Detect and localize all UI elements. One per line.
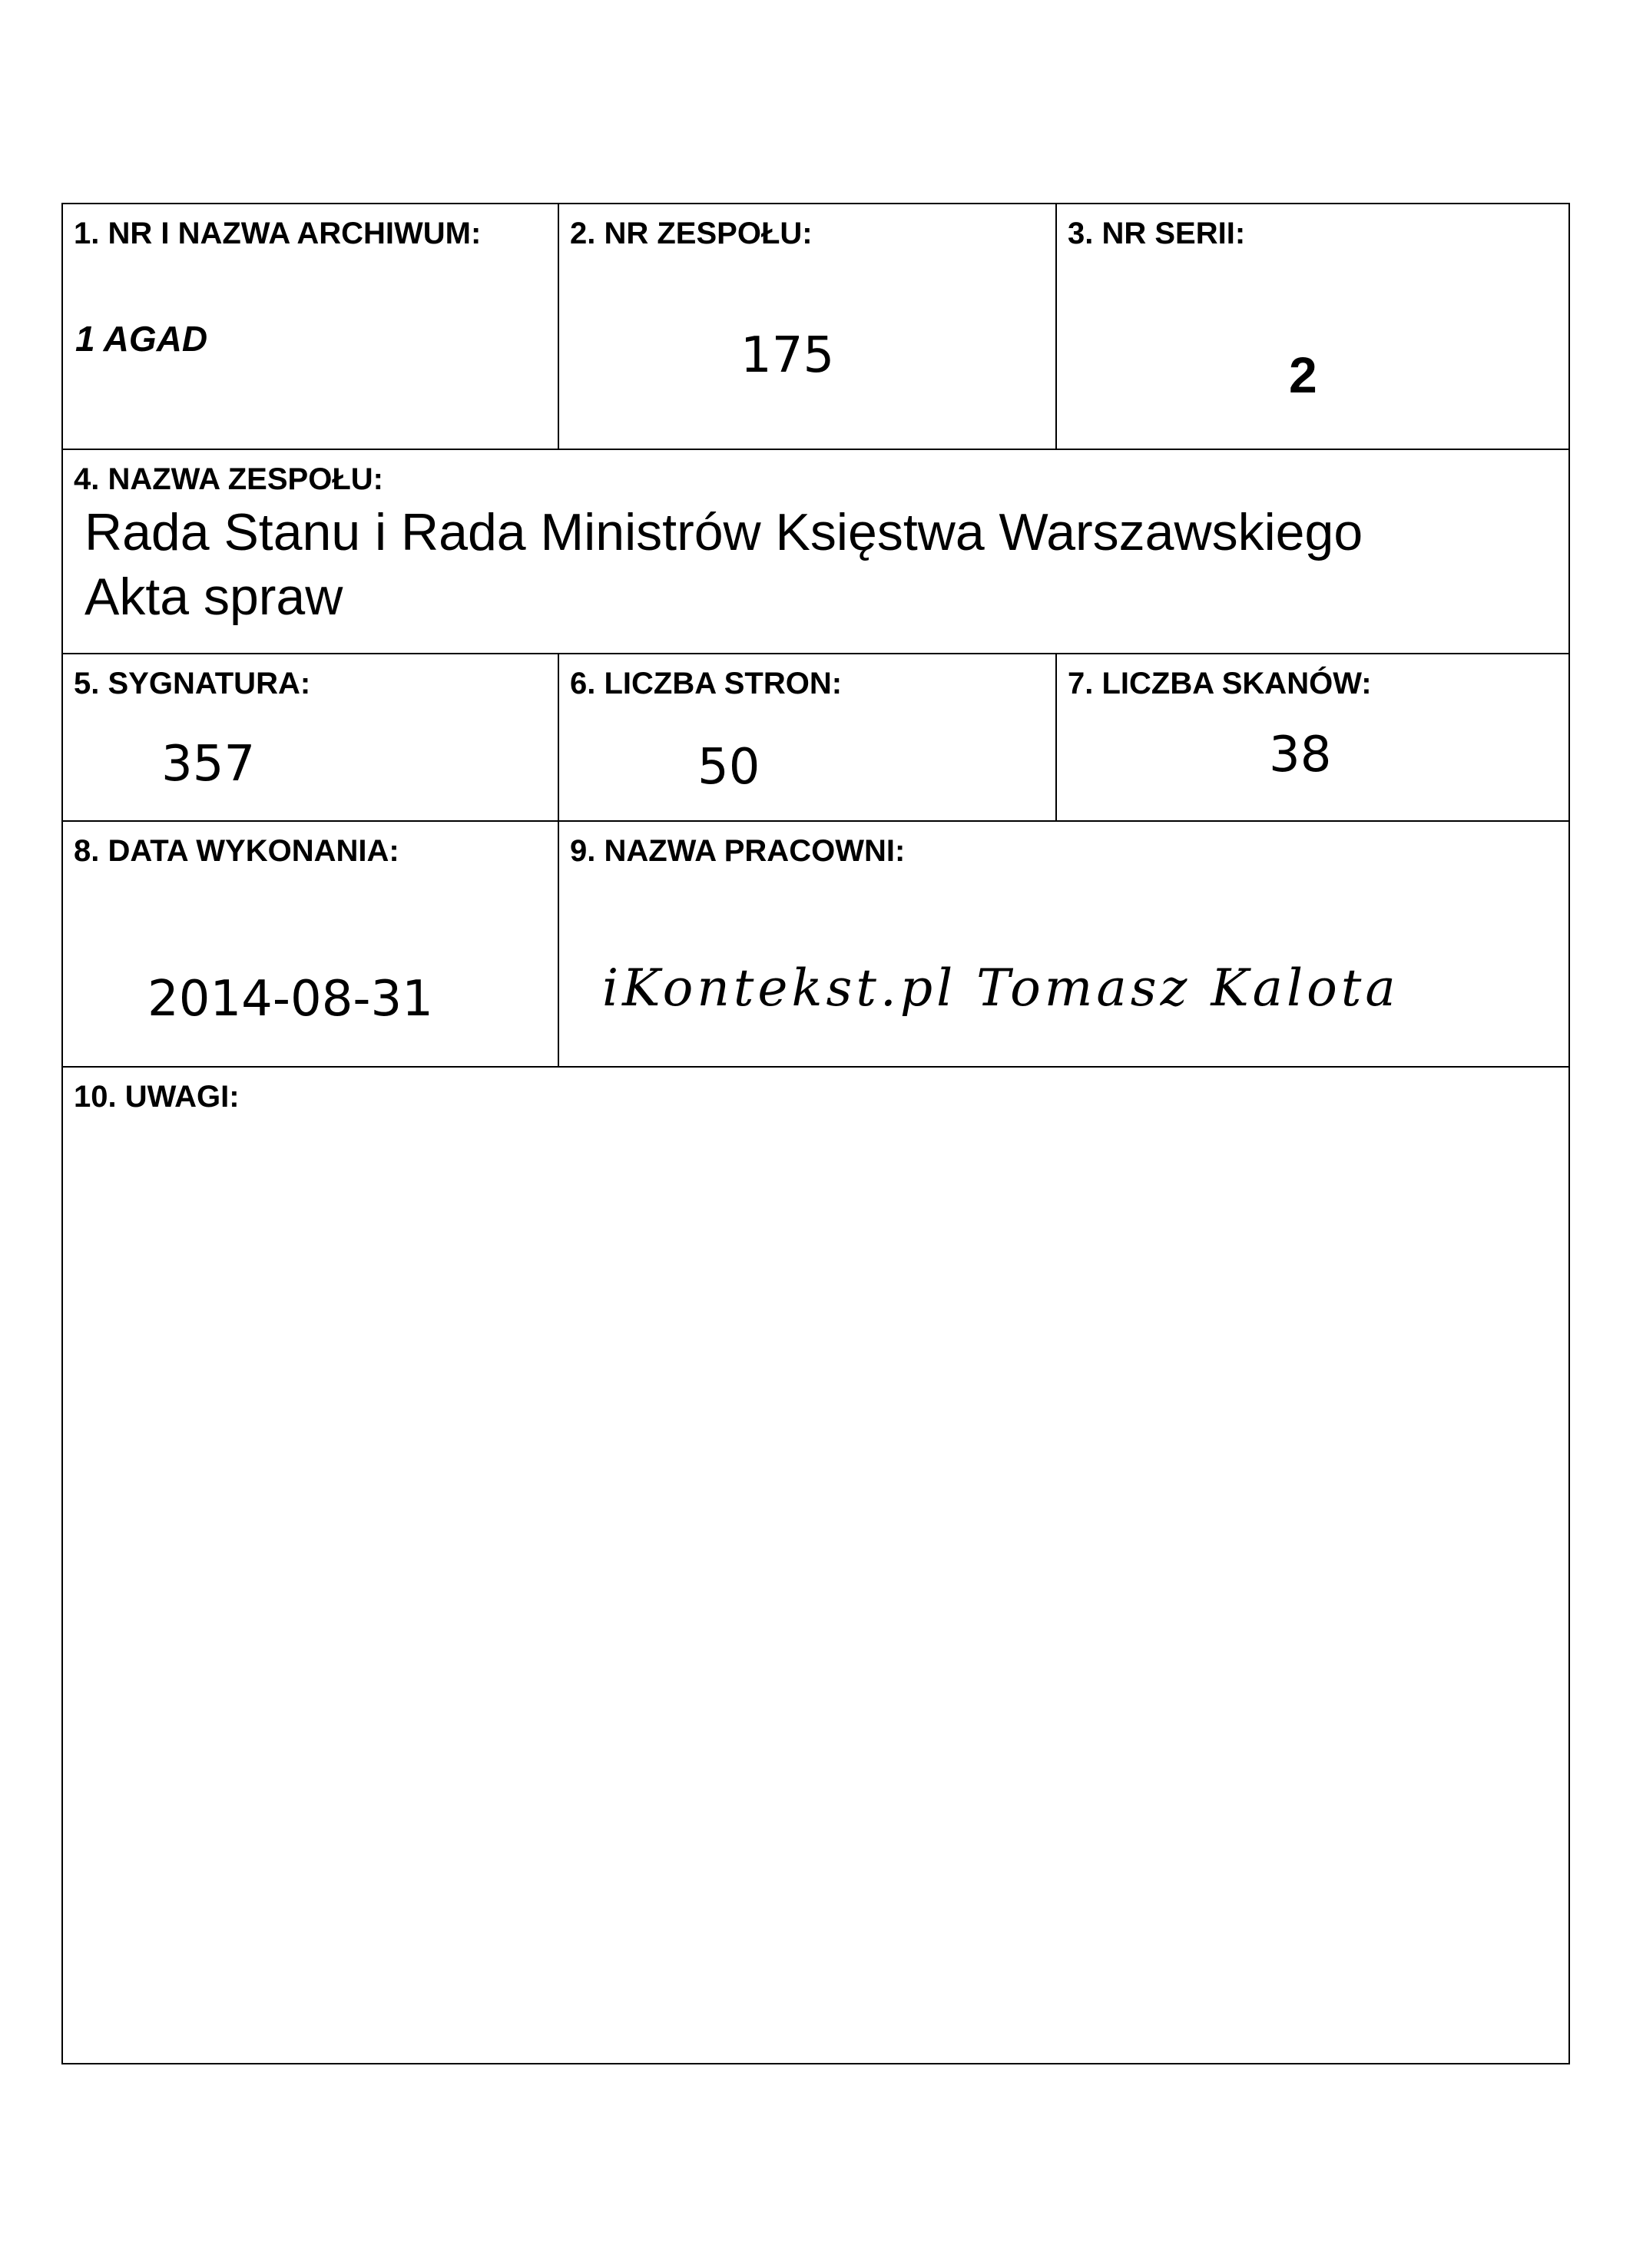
signature-label: 5. SYGNATURA:	[74, 667, 311, 700]
archive-value: 1 AGAD	[75, 319, 208, 359]
fonds-number-label: 2. NR ZESPOŁU:	[570, 217, 813, 250]
fonds-number-value: 175	[740, 327, 835, 384]
signature-value: 357	[161, 736, 256, 793]
fonds-number-cell	[559, 204, 1057, 450]
date-cell	[63, 822, 559, 1068]
archive-metadata-form	[61, 203, 1570, 2064]
notes-cell	[63, 1068, 1568, 2063]
signature-cell	[63, 654, 559, 822]
page-count-label: 6. LICZBA STRON:	[570, 667, 843, 700]
series-number-cell	[1057, 204, 1568, 450]
scan-count-cell	[1057, 654, 1568, 822]
archive-cell	[63, 204, 559, 450]
fonds-name-label: 4. NAZWA ZESPOŁU:	[74, 462, 383, 496]
notes-label: 10. UWAGI:	[74, 1080, 240, 1114]
date-label: 8. DATA WYKONANIA:	[74, 834, 399, 868]
workshop-value: iKontekst.pl Tomasz Kalota	[602, 959, 1399, 1018]
scan-count-label: 7. LICZBA SKANÓW:	[1068, 667, 1372, 700]
archive-label: 1. NR I NAZWA ARCHIWUM:	[74, 217, 482, 250]
fonds-name-cell	[63, 450, 1568, 654]
fonds-name-line2: Akta spraw	[84, 568, 343, 626]
series-number-value: 2	[1289, 346, 1317, 403]
date-value: 2014-08-31	[147, 971, 433, 1028]
workshop-cell	[559, 822, 1568, 1068]
fonds-name-line1: Rada Stanu i Rada Ministrów Księstwa Warszawskiego	[84, 503, 1363, 561]
scan-count-value: 38	[1269, 727, 1332, 783]
page-count-value: 50	[697, 739, 760, 796]
page-count-cell	[559, 654, 1057, 822]
workshop-label: 9. NAZWA PRACOWNI:	[570, 834, 906, 868]
series-number-label: 3. NR SERII:	[1068, 217, 1246, 250]
